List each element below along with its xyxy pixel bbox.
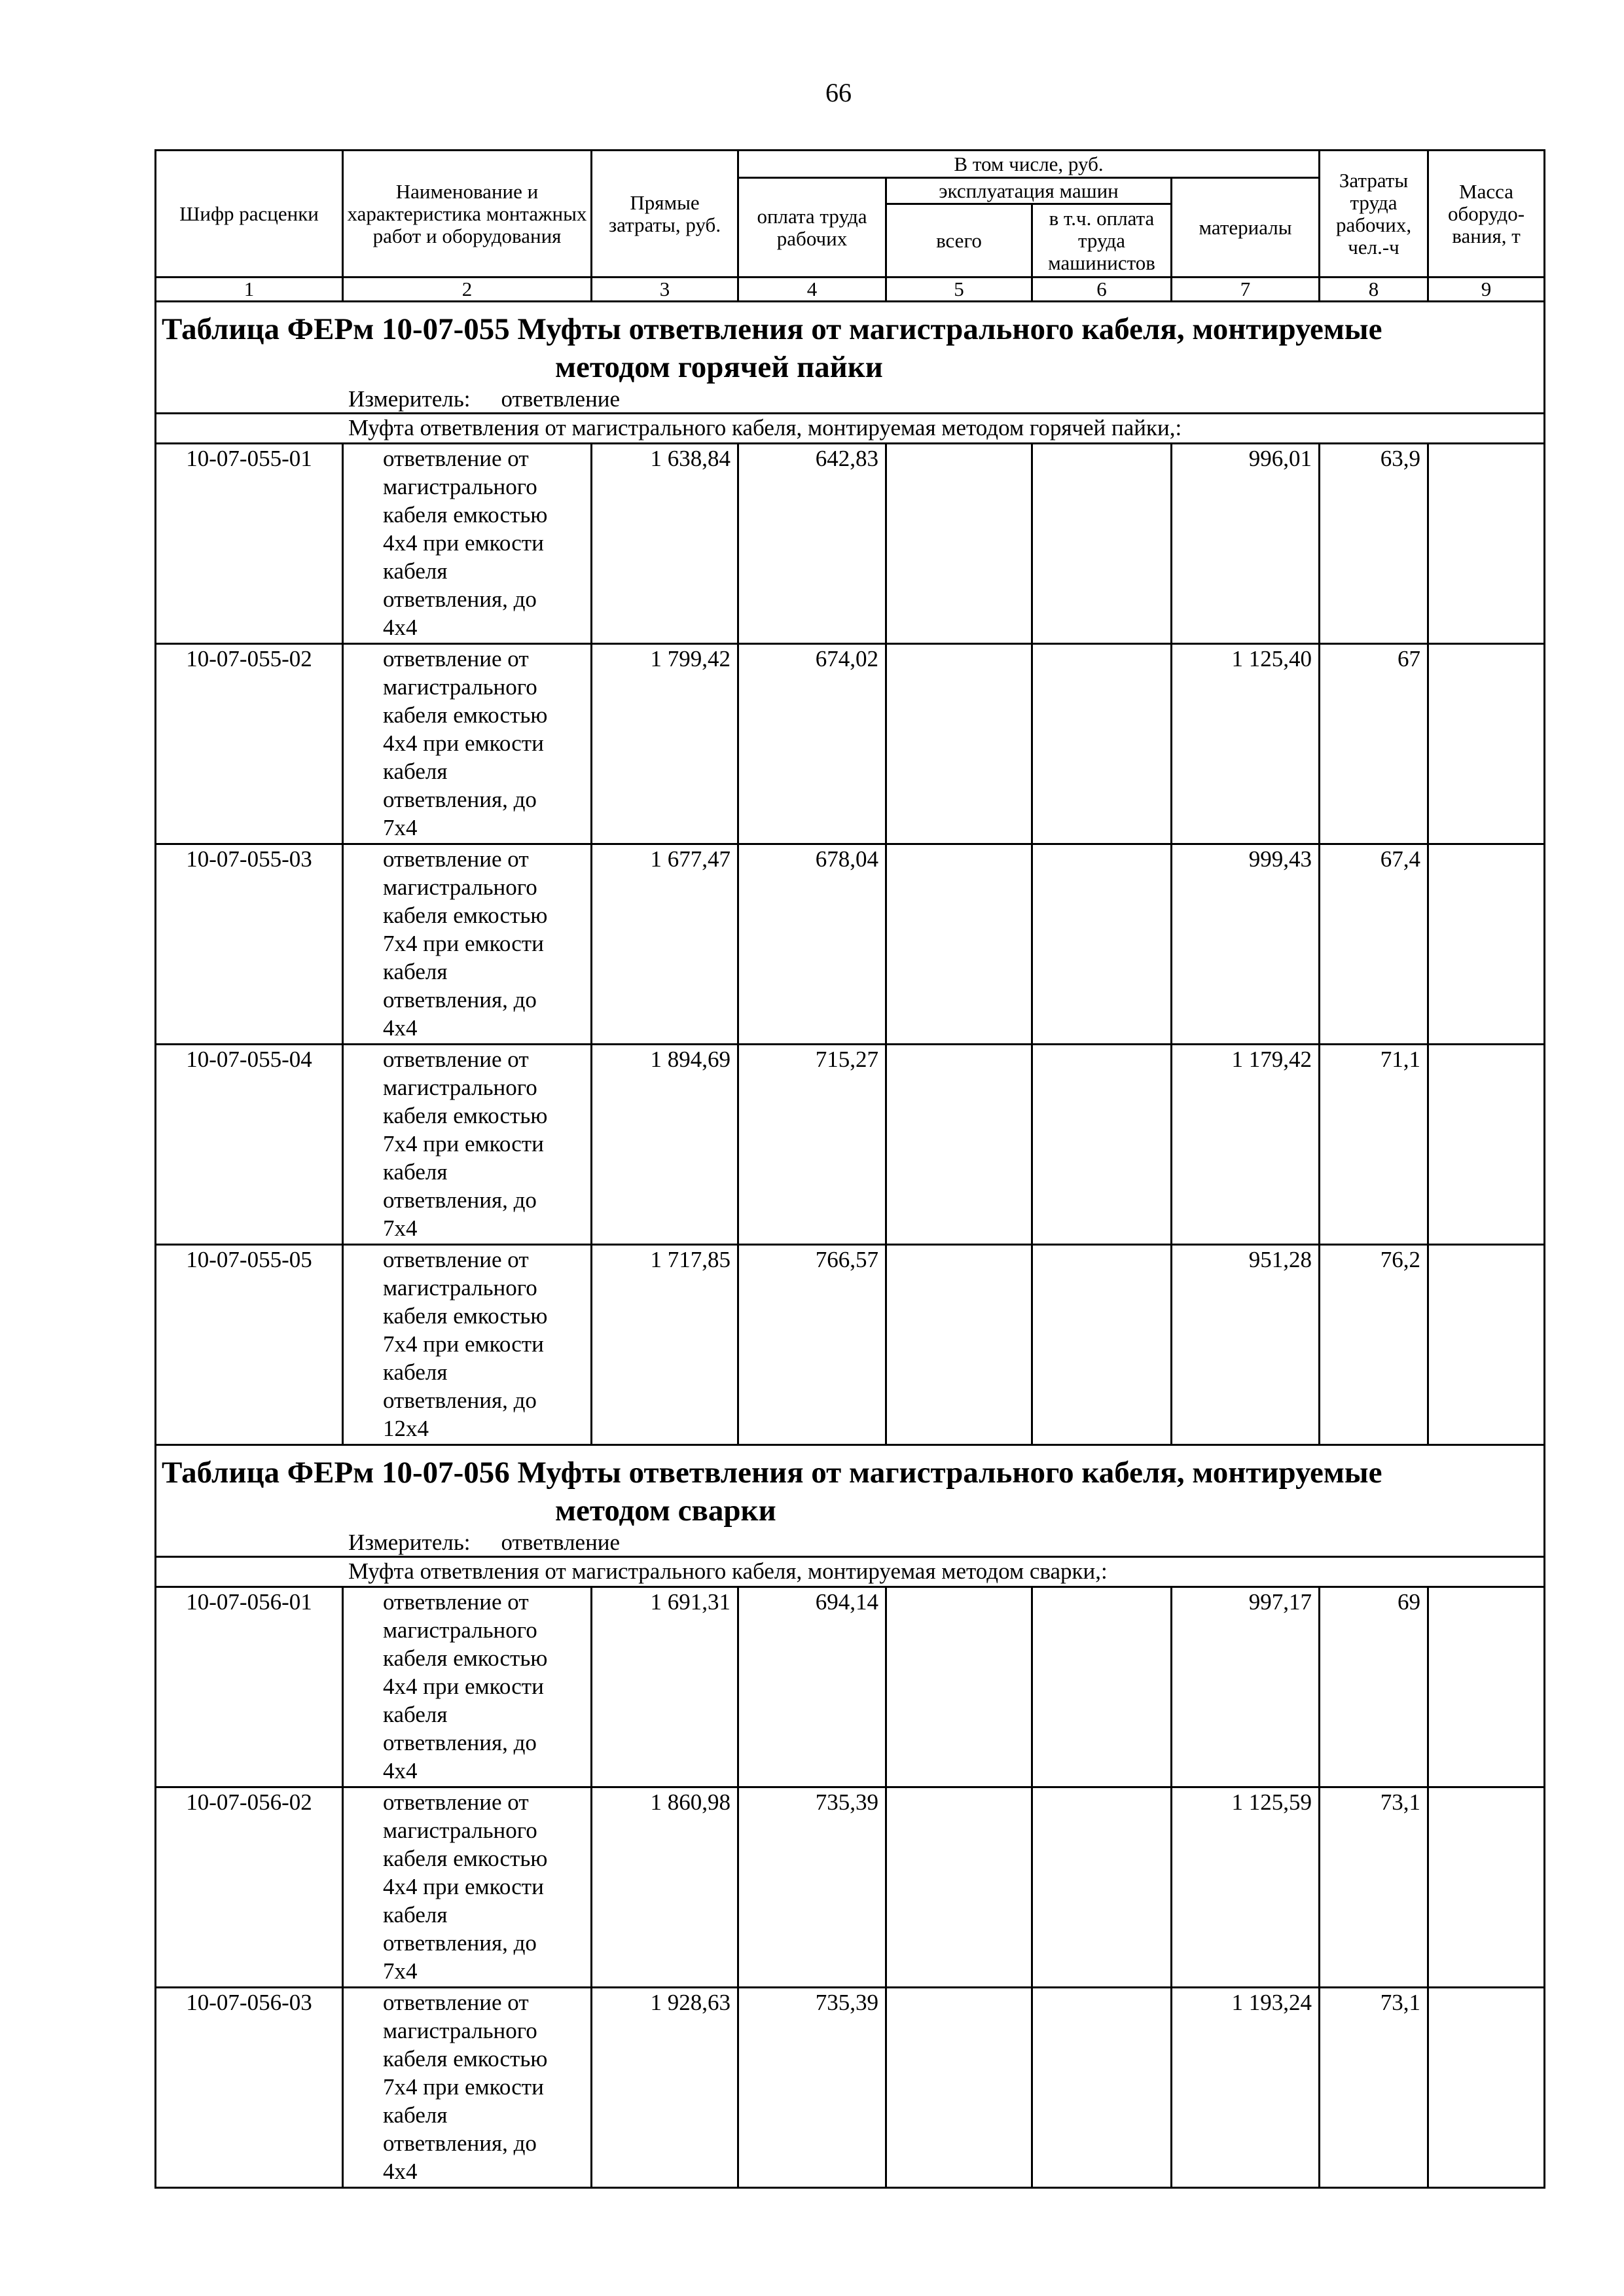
- section-title-line2-text: методом сварки: [555, 1494, 776, 1528]
- header-name: Наименование и характеристика монтажных работ и оборудования: [343, 151, 592, 278]
- equipment-mass: [1428, 1587, 1545, 1787]
- section-title-row: [156, 1445, 1545, 1557]
- machines-total: [886, 844, 1032, 1045]
- machinists-wages: [1032, 644, 1172, 844]
- description-line: ответвления, до: [383, 586, 537, 612]
- col-num: 6: [1032, 278, 1172, 302]
- machines-total: [886, 444, 1032, 644]
- direct-cost: 1 691,31: [592, 1587, 738, 1787]
- table-row: [156, 444, 1545, 644]
- description-line: ответвления, до: [383, 1187, 537, 1213]
- col-num: 3: [592, 278, 738, 302]
- rate-description: [343, 844, 592, 1045]
- description-line: магистрального: [383, 874, 537, 900]
- description-line: 12х4: [383, 1416, 429, 1441]
- labor-hours: 69: [1320, 1587, 1428, 1787]
- description-line: ответвления, до: [383, 787, 537, 812]
- materials-cost: 996,01: [1172, 444, 1320, 644]
- description-line: кабеля емкостью: [383, 1846, 548, 1871]
- table-row: [156, 1245, 1545, 1445]
- machines-total: [886, 1245, 1032, 1445]
- machinists-wages: [1032, 444, 1172, 644]
- materials-cost: 1 125,59: [1172, 1787, 1320, 1988]
- labor-hours: 67: [1320, 644, 1428, 844]
- description-line: кабеля емкостью: [383, 1303, 548, 1329]
- description-line: кабеля емкостью: [383, 502, 548, 528]
- header-machines-wages: в т.ч. оплата труда машинистов: [1032, 204, 1172, 278]
- workers-wages: 735,39: [738, 1787, 886, 1988]
- rates-table: [154, 149, 1545, 2189]
- machinists-wages: [1032, 1988, 1172, 2188]
- machines-total: [886, 1988, 1032, 2188]
- rate-code: 10-07-055-04: [156, 1045, 343, 1245]
- header-mass: Масса оборудо-вания, т: [1428, 151, 1545, 278]
- labor-hours: 73,1: [1320, 1787, 1428, 1988]
- col-num: 5: [886, 278, 1032, 302]
- header-including: В том числе, руб.: [738, 151, 1320, 178]
- machinists-wages: [1032, 1587, 1172, 1787]
- description-line: 7х4: [383, 1215, 418, 1241]
- description-line: кабеля: [383, 558, 448, 584]
- labor-hours: 73,1: [1320, 1988, 1428, 2188]
- rate-code: 10-07-056-01: [156, 1587, 343, 1787]
- description-line: кабеля: [383, 759, 448, 784]
- materials-cost: 999,43: [1172, 844, 1320, 1045]
- rate-description: [343, 1787, 592, 1988]
- rate-code: 10-07-055-05: [156, 1245, 343, 1445]
- measure-label: Измеритель:: [348, 386, 471, 412]
- direct-cost: 1 717,85: [592, 1245, 738, 1445]
- rate-description: [343, 1587, 592, 1787]
- rate-code: 10-07-055-01: [156, 444, 343, 644]
- rate-description: [343, 1245, 592, 1445]
- description-line: 4х4: [383, 1758, 418, 1784]
- rate-description: [343, 1045, 592, 1245]
- section-subtitle: Муфта ответвления от магистрального кабеля, монтируемая методом горячей пайки,:: [156, 414, 1545, 444]
- col-num: 1: [156, 278, 343, 302]
- direct-cost: 1 677,47: [592, 844, 738, 1045]
- description-line: 7х4 при емкости: [383, 1131, 544, 1157]
- machinists-wages: [1032, 844, 1172, 1045]
- labor-hours: 71,1: [1320, 1045, 1428, 1245]
- description-line: магистрального: [383, 1617, 537, 1643]
- workers-wages: 715,27: [738, 1045, 886, 1245]
- description-line: 4х4: [383, 2159, 418, 2184]
- header-labor: Затраты труда рабочих, чел.-ч: [1320, 151, 1428, 278]
- machinists-wages: [1032, 1245, 1172, 1445]
- workers-wages: 642,83: [738, 444, 886, 644]
- table-row: [156, 1787, 1545, 1988]
- description-line: 4х4: [383, 615, 418, 640]
- description-line: кабеля: [383, 1359, 448, 1385]
- description-line: ответвление от: [383, 1990, 529, 2015]
- header-wages: оплата труда рабочих: [738, 178, 886, 278]
- table-row: [156, 844, 1545, 1045]
- materials-cost: 1 193,24: [1172, 1988, 1320, 2188]
- table-row: [156, 1045, 1545, 1245]
- description-line: кабеля емкостью: [383, 2046, 548, 2072]
- materials-cost: 997,17: [1172, 1587, 1320, 1787]
- description-line: 7х4: [383, 815, 418, 840]
- equipment-mass: [1428, 1045, 1545, 1245]
- machinists-wages: [1032, 1045, 1172, 1245]
- section-subtitle: Муфта ответвления от магистрального кабеля, монтируемая методом сварки,:: [156, 1557, 1545, 1587]
- rate-description: [343, 1988, 592, 2188]
- table-row: [156, 1988, 1545, 2188]
- description-line: 7х4 при емкости: [383, 931, 544, 956]
- description-line: 4х4 при емкости: [383, 530, 544, 556]
- machines-total: [886, 1787, 1032, 1988]
- section-title-line2-text: методом горячей пайки: [555, 350, 883, 384]
- col-num: 7: [1172, 278, 1320, 302]
- materials-cost: 1 179,42: [1172, 1045, 1320, 1245]
- section-title: [156, 1445, 1545, 1557]
- col-num: 2: [343, 278, 592, 302]
- description-line: магистрального: [383, 674, 537, 700]
- description-line: кабеля: [383, 1159, 448, 1185]
- description-line: ответвление от: [383, 1247, 529, 1272]
- page-number: 66: [825, 78, 852, 107]
- description-line: магистрального: [383, 2018, 537, 2043]
- equipment-mass: [1428, 444, 1545, 644]
- workers-wages: 678,04: [738, 844, 886, 1045]
- section-subtitle-row: [156, 414, 1545, 444]
- measure-value: ответвление: [501, 1530, 621, 1555]
- materials-cost: 1 125,40: [1172, 644, 1320, 844]
- description-line: магистрального: [383, 1075, 537, 1100]
- rate-description: [343, 444, 592, 644]
- description-line: ответвление от: [383, 446, 529, 471]
- description-line: 7х4: [383, 1958, 418, 1984]
- description-line: 7х4 при емкости: [383, 2074, 544, 2100]
- labor-hours: 67,4: [1320, 844, 1428, 1045]
- description-line: ответвление от: [383, 1047, 529, 1072]
- description-line: кабеля: [383, 1902, 448, 1928]
- description-line: кабеля емкостью: [383, 1645, 548, 1671]
- direct-cost: 1 638,84: [592, 444, 738, 644]
- description-line: магистрального: [383, 1818, 537, 1843]
- description-line: ответвления, до: [383, 1730, 537, 1755]
- section-title-line2: [156, 348, 1543, 386]
- direct-cost: 1 894,69: [592, 1045, 738, 1245]
- workers-wages: 735,39: [738, 1988, 886, 2188]
- direct-cost: 1 860,98: [592, 1787, 738, 1988]
- description-line: ответвления, до: [383, 2130, 537, 2156]
- rate-code: 10-07-056-02: [156, 1787, 343, 1988]
- section-title-line2: [156, 1492, 1543, 1530]
- labor-hours: 63,9: [1320, 444, 1428, 644]
- col-num: 8: [1320, 278, 1428, 302]
- labor-hours: 76,2: [1320, 1245, 1428, 1445]
- workers-wages: 694,14: [738, 1587, 886, 1787]
- description-line: ответвление от: [383, 646, 529, 672]
- description-line: магистрального: [383, 474, 537, 499]
- description-line: ответвление от: [383, 846, 529, 872]
- equipment-mass: [1428, 1245, 1545, 1445]
- section-title-line1: Таблица ФЕРм 10-07-055 Муфты ответвления от магистрального кабеля, монтируемые: [162, 312, 1382, 346]
- workers-wages: 766,57: [738, 1245, 886, 1445]
- description-line: 4х4 при емкости: [383, 730, 544, 756]
- description-line: кабеля емкостью: [383, 903, 548, 928]
- equipment-mass: [1428, 1988, 1545, 2188]
- header-direct: Прямые затраты, руб.: [592, 151, 738, 278]
- table-row: [156, 644, 1545, 844]
- header-materials: материалы: [1172, 178, 1320, 278]
- description-line: ответвления, до: [383, 1930, 537, 1956]
- column-numbers-row: [156, 278, 1545, 302]
- description-line: 4х4 при емкости: [383, 1874, 544, 1899]
- description-line: ответвления, до: [383, 987, 537, 1013]
- description-line: ответвление от: [383, 1789, 529, 1815]
- description-line: 7х4 при емкости: [383, 1331, 544, 1357]
- equipment-mass: [1428, 1787, 1545, 1988]
- section-subtitle-row: [156, 1557, 1545, 1587]
- section-title: [156, 302, 1545, 414]
- machines-total: [886, 1587, 1032, 1787]
- section-title-row: [156, 302, 1545, 414]
- rate-code: 10-07-056-03: [156, 1988, 343, 2188]
- materials-cost: 951,28: [1172, 1245, 1320, 1445]
- description-line: 4х4: [383, 1015, 418, 1041]
- measure-value: ответвление: [501, 386, 621, 412]
- description-line: магистрального: [383, 1275, 537, 1300]
- header-machines: эксплуатация машин: [886, 178, 1172, 204]
- measure-label: Измеритель:: [348, 1530, 471, 1555]
- col-num: 4: [738, 278, 886, 302]
- rate-code: 10-07-055-02: [156, 644, 343, 844]
- header-code: Шифр расценки: [156, 151, 343, 278]
- machines-total: [886, 1045, 1032, 1245]
- equipment-mass: [1428, 644, 1545, 844]
- col-num: 9: [1428, 278, 1545, 302]
- description-line: кабеля емкостью: [383, 702, 548, 728]
- description-line: ответвления, до: [383, 1388, 537, 1413]
- rate-code: 10-07-055-03: [156, 844, 343, 1045]
- measure-line: [156, 386, 1543, 412]
- machinists-wages: [1032, 1787, 1172, 1988]
- description-line: 4х4 при емкости: [383, 1674, 544, 1699]
- rate-description: [343, 644, 592, 844]
- direct-cost: 1 799,42: [592, 644, 738, 844]
- measure-line: [156, 1530, 1543, 1556]
- header-machines-total: всего: [886, 204, 1032, 278]
- description-line: ответвление от: [383, 1589, 529, 1615]
- direct-cost: 1 928,63: [592, 1988, 738, 2188]
- machines-total: [886, 644, 1032, 844]
- equipment-mass: [1428, 844, 1545, 1045]
- table-row: [156, 1587, 1545, 1787]
- workers-wages: 674,02: [738, 644, 886, 844]
- section-title-line1: Таблица ФЕРм 10-07-056 Муфты ответвления от магистрального кабеля, монтируемые: [162, 1456, 1382, 1490]
- description-line: кабеля емкостью: [383, 1103, 548, 1128]
- description-line: кабеля: [383, 959, 448, 984]
- description-line: кабеля: [383, 2102, 448, 2128]
- description-line: кабеля: [383, 1702, 448, 1727]
